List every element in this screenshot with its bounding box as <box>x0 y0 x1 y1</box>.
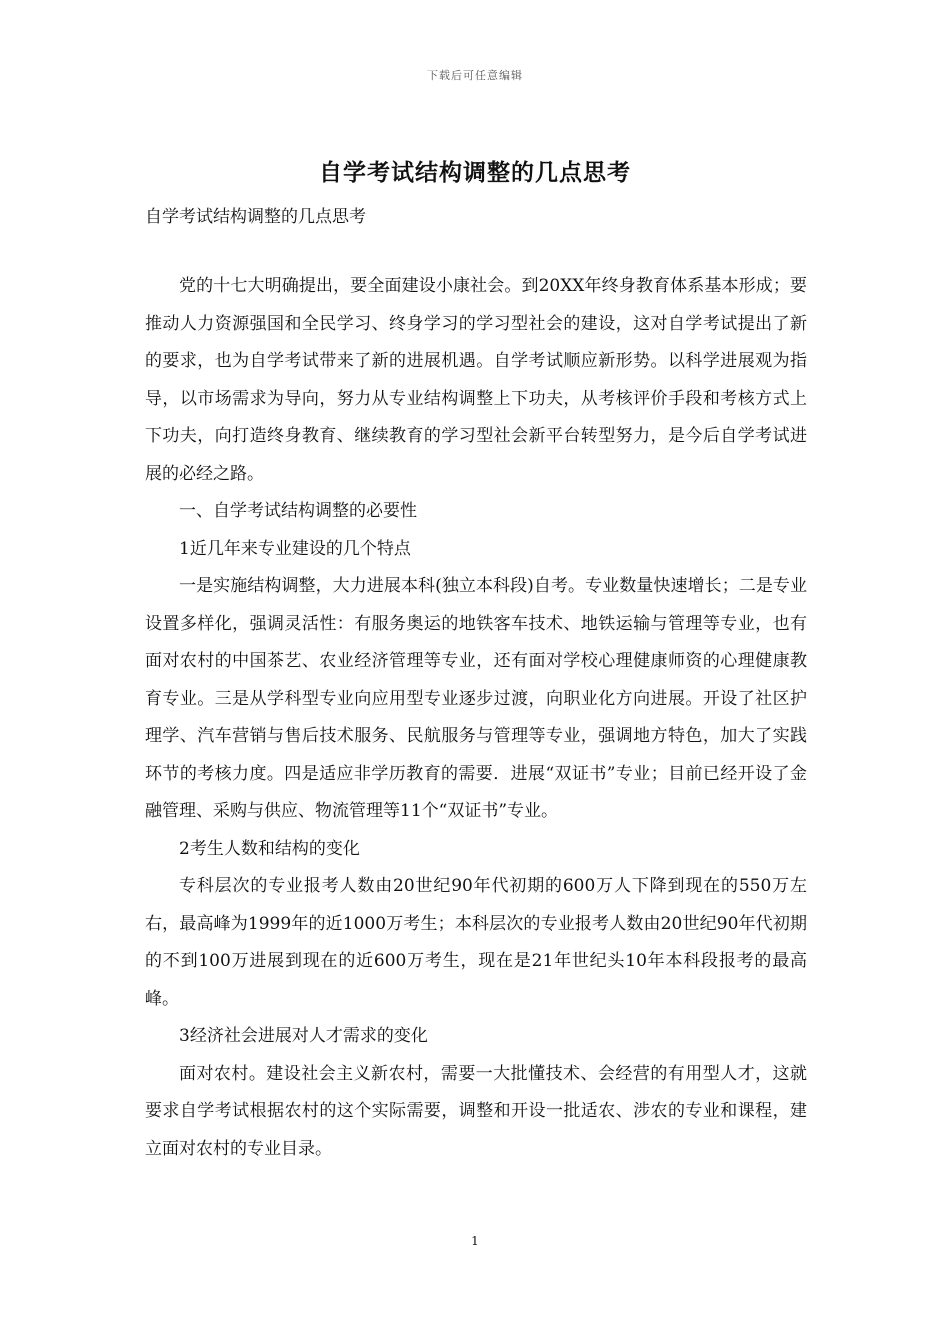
paragraph-features: 一是实施结构调整，大力进展本科(独立本科段)自考。专业数量快速增长；二是专业设置多样化，强调灵活性：有服务奥运的地铁客车技术、地铁运输与管理等专业，也有面对农村的中国茶艺、农业经济管理等专业，还有面对学校心理健康师资的心理健康教育专业。三是从学科型专业向应用型专业逐步过渡，向职业化方向进展。开设了社区护理学、汽车营销与售后技术服务、民航服务与管理等专业，强调地方特色，加大了实践环节的考核力度。四是适应非学历教育的需要．进展“双证书”专业；目前已经开设了金融管理、采购与供应、物流管理等11个“双证书”专业。 <box>145 576 807 821</box>
paragraph-rural: 面对农村。建设社会主义新农村，需要一大批懂技术、会经营的有用型人才，这就要求自学考试根据农村的这个实际需要，调整和开设一批适农、涉农的专业和课程，建立面对农村的专业目录。 <box>145 1063 807 1159</box>
document-title: 自学考试结构调整的几点思考 <box>319 159 631 186</box>
paragraph-intro: 党的十七大明确提出，要全面建设小康社会。到20XX年终身教育体系基本形成；要推动人力资源强国和全民学习、终身学习的学习型社会的建设，这对自学考试提出了新的要求，也为自学考试带来了新的进展机遇。自学考试顺应新形势。以科学进展观为指导，以市场需求为导向，努力从专业结构调整上下功夫，从考核评价手段和考核方式上下功夫，向打造终身教育、继续教育的学习型社会新平台转型努力，是今后自学考试进展的必经之路。 <box>145 276 807 484</box>
document-body <box>145 268 807 1168</box>
section-heading-1: 一、自学考试结构调整的必要性 <box>179 501 417 521</box>
subsection-heading-3: 3经济社会进展对人才需求的变化 <box>179 1026 428 1046</box>
paragraph-examinees: 专科层次的专业报考人数由20世纪90年代初期的600万人下降到现在的550万左右，最高峰为1999年的近1000万考生；本科层次的专业报考人数由20世纪90年代初期的不到100万进展到现在的近600万考生，现在是21年世纪头10年本科段报考的最高峰。 <box>145 876 807 1009</box>
header-note: 下载后可任意编辑 <box>427 69 523 82</box>
subsection-heading-1: 1近几年来专业建设的几个特点 <box>179 538 411 559</box>
document-subtitle: 自学考试结构调整的几点思考 <box>145 207 366 227</box>
subsection-heading-2: 2考生人数和结构的变化 <box>179 838 360 859</box>
page-number: 1 <box>471 1234 479 1248</box>
